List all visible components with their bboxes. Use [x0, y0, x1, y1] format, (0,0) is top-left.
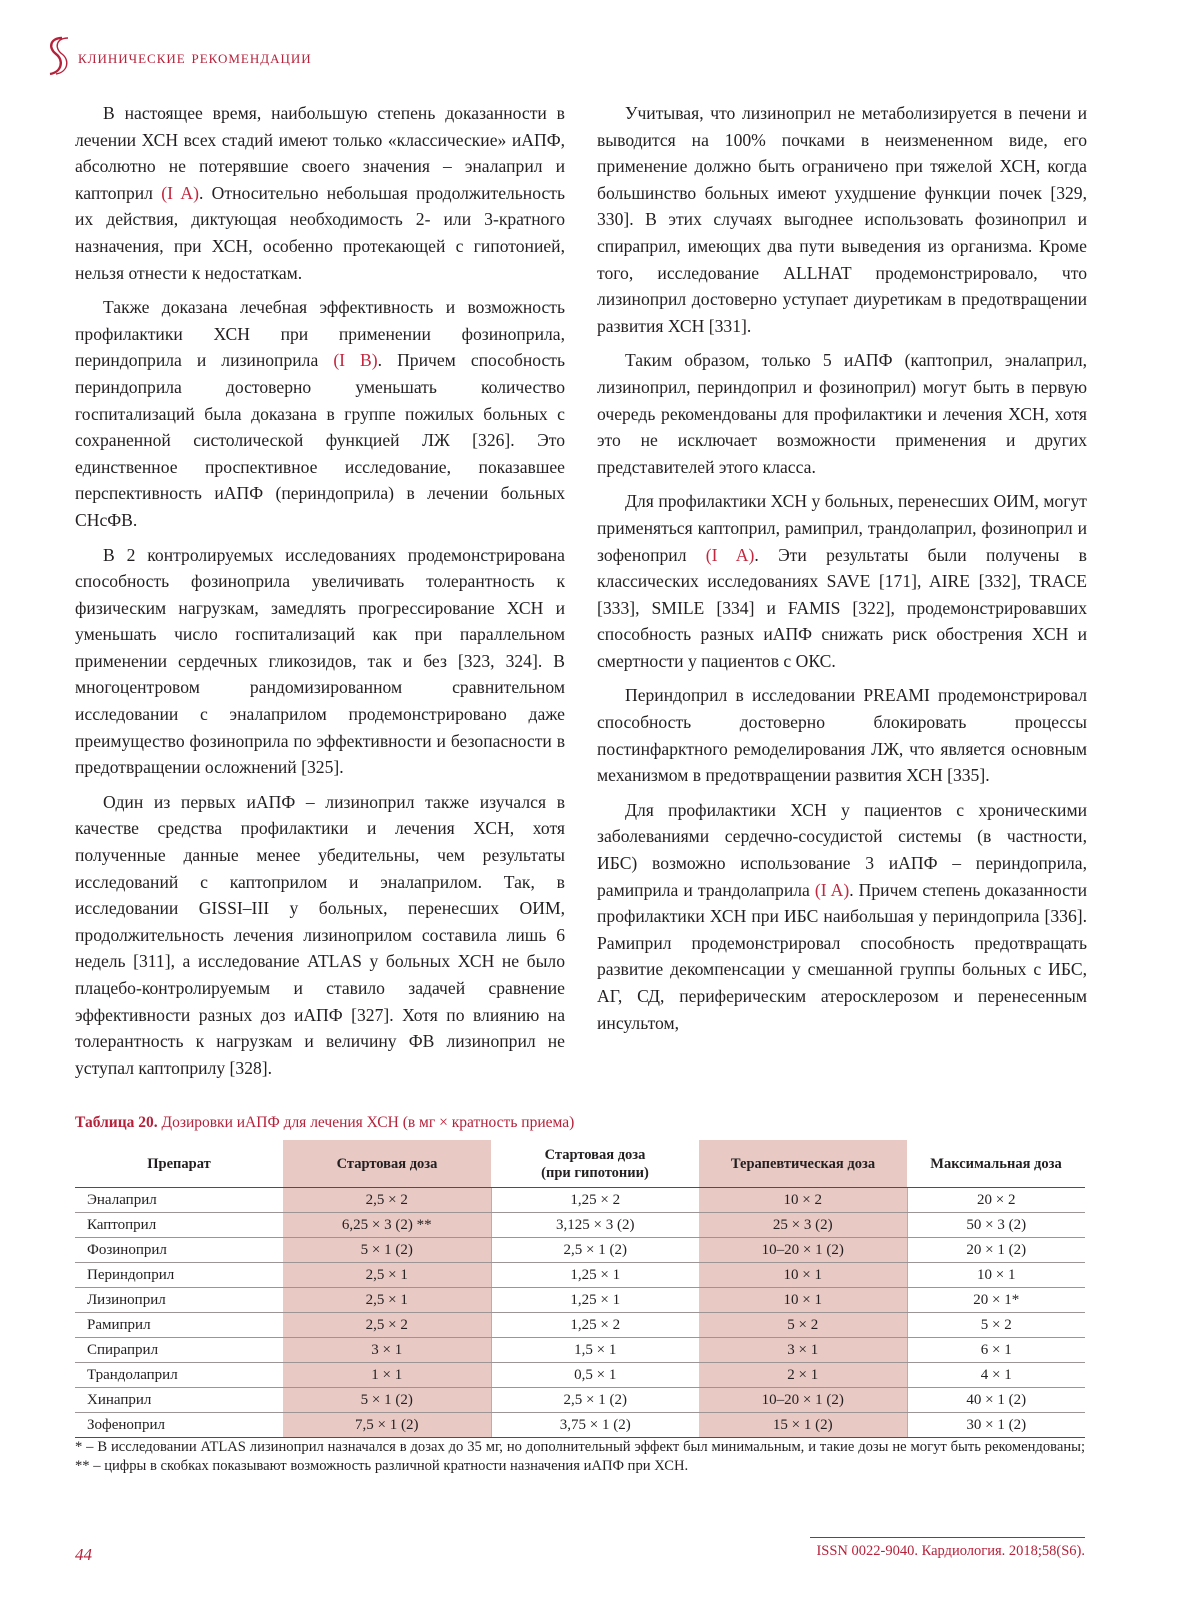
dose-cell: 20 × 1* [907, 1288, 1085, 1313]
paragraph-text: . Причем степень доказанности профилактики ХСН при ИБС наибольшая у периндоприла [336]. Рамиприл продемонстрировал способность предотвращать развитие декомпенсации у смешанной группы больных с ИБС, АГ, СД, периферическим атеросклерозом и перенесенным инсультом, [597, 879, 1087, 1033]
dose-cell: 1,25 × 2 [491, 1313, 699, 1338]
dose-cell: 6,25 × 3 (2) ** [283, 1213, 491, 1238]
table-footnote: * – В исследовании ATLAS лизиноприл назначался в дозах до 35 мг, но дополнительный эффект был минимальным, и такие дозы не могут быть рекомендованы; ** – цифры в скобках показывают возможность различной кратности назначения иАПФ при ХСН. [75, 1439, 1085, 1474]
paragraph-text: Также доказана лечебная эффективность и возможность профилактики ХСН при применении фозиноприла, периндоприла и лизиноприла [75, 297, 565, 371]
dose-cell: 2 × 1 [699, 1363, 907, 1388]
dose-cell: 3,75 × 1 (2) [491, 1413, 699, 1438]
paragraph [597, 682, 1087, 788]
dose-cell: 2,5 × 2 [283, 1313, 491, 1338]
journal-logo-icon [40, 34, 80, 78]
header-drug: Препарат [75, 1140, 283, 1188]
drug-name-cell: Спираприл [75, 1338, 283, 1363]
drug-name-cell: Фозиноприл [75, 1238, 283, 1263]
dose-cell: 5 × 1 (2) [283, 1388, 491, 1413]
paragraph-text: Для профилактики ХСН у пациентов с хроническими заболеваниями сердечно-сосудистой системы (в частности, ИБС) возможно использование 3 иАПФ – периндоприла, рамиприла и трандолаприла [597, 799, 1087, 900]
page-number: 44 [75, 1545, 92, 1564]
table-row [75, 1288, 1085, 1313]
dose-cell: 1 × 1 [283, 1363, 491, 1388]
dose-cell: 40 × 1 (2) [907, 1388, 1085, 1413]
table-caption-label: Таблица 20. [75, 1114, 158, 1131]
dose-cell: 10–20 × 1 (2) [699, 1388, 907, 1413]
dose-cell: 4 × 1 [907, 1363, 1085, 1388]
journal-citation: ISSN 0022-9040. Кардиология. 2018;58(S6). [816, 1543, 1085, 1559]
paragraph-text: Учитывая, что лизиноприл не метаболизируется в печени и выводится на 100% почками в неизмененном виде, его применение должно быть ограничено при тяжелой ХСН, когда большинство больных имеют ухудшение функции почек [329, 330]. В этих случаях выгоднее использовать фозиноприл и спираприл, имеющих два пути выведения из организма. Кроме того, исследование ALLHAT продемонстрировало, что лизиноприл достоверно уступает диуретикам в предотвращении развития ХСН [331]. [597, 103, 1087, 336]
dose-cell: 2,5 × 1 (2) [491, 1388, 699, 1413]
paragraph-text: Для профилактики ХСН у больных, перенесших ОИМ, могут применяться каптоприл, рамиприл, трандолаприл, фозиноприл и зофеноприл [597, 491, 1087, 565]
evidence-level: (I A) [705, 544, 755, 565]
dose-cell: 20 × 2 [907, 1188, 1085, 1213]
paragraph-text: Периндоприл в исследовании PREAMI продемонстрировал способность достоверно блокировать процессы постинфарктного ремоделирования ЛЖ, что является основным механизмом в предотвращении развития ХСН [335]. [597, 685, 1087, 786]
table-row [75, 1388, 1085, 1413]
table-row [75, 1263, 1085, 1288]
drug-name-cell: Рамиприл [75, 1313, 283, 1338]
paragraph [75, 542, 565, 781]
table-row [75, 1213, 1085, 1238]
drug-name-cell: Трандолаприл [75, 1363, 283, 1388]
paragraph [75, 789, 565, 1082]
dose-cell: 50 × 3 (2) [907, 1213, 1085, 1238]
paragraph-text: В 2 контролируемых исследованиях продемонстрирована способность фозиноприла увеличивать толерантность к физическим нагрузкам, замедлять прогрессирование ХСН и уменьшать число госпитализаций как при параллельном применении сердечных гликозидов, так и без [323, 324]. В многоцентровом рандомизированном сравнительном исследовании с эналаприлом продемонстрировано даже преимущество фозиноприла по эффективности и безопасности в предотвращении осложнений [325]. [75, 544, 565, 778]
paragraph-text: . Относительно небольшая продолжительность их действия, диктующая необходимость 2- или 3-кратного назначения, при ХСН, особенно протекающей с гипотонией, нельзя отнести к недостаткам. [75, 182, 565, 283]
paragraph [75, 294, 565, 533]
drug-name-cell: Эналаприл [75, 1188, 283, 1213]
footer-divider [810, 1537, 1085, 1538]
evidence-level: (I A) [814, 879, 850, 900]
dose-cell: 10 × 2 [699, 1188, 907, 1213]
drug-name-cell: Зофеноприл [75, 1413, 283, 1438]
dose-cell: 20 × 1 (2) [907, 1238, 1085, 1263]
drug-name-cell: Периндоприл [75, 1263, 283, 1288]
dose-cell: 10–20 × 1 (2) [699, 1238, 907, 1263]
dose-cell: 30 × 1 (2) [907, 1413, 1085, 1438]
header-start-dose-hypotension: Стартовая доза (при гипотонии) [491, 1140, 699, 1188]
paragraph-text: В настоящее время, наибольшую степень доказанности в лечении ХСН всех стадий имеют только «классические» иАПФ, абсолютно не потерявшие своего значения – эналаприл и каптоприл [75, 103, 565, 203]
drug-name-cell: Лизиноприл [75, 1288, 283, 1313]
paragraph [597, 347, 1087, 480]
paragraph [597, 100, 1087, 339]
page-header [40, 34, 740, 78]
dose-cell: 5 × 1 (2) [283, 1238, 491, 1263]
paragraph [597, 488, 1087, 674]
dose-cell: 25 × 3 (2) [699, 1213, 907, 1238]
dose-cell: 2,5 × 1 (2) [491, 1238, 699, 1263]
dose-cell: 10 × 1 [699, 1288, 907, 1313]
dose-cell: 3 × 1 [283, 1338, 491, 1363]
table-header-row [75, 1140, 1085, 1188]
table-caption-text: Дозировки иАПФ для лечения ХСН (в мг × кратность приема) [157, 1114, 575, 1131]
dose-cell: 1,25 × 1 [491, 1263, 699, 1288]
table-row [75, 1238, 1085, 1263]
paragraph-text: . Эти результаты были получены в классических исследованиях SAVE [171], AIRE [332], TRACE [333], SMILE [334] и FAMIS [322], продемонстрировавших способность разных иАПФ снижать риск обострения ХСН и смертности у пациентов с ОКС. [597, 544, 1087, 671]
dose-cell: 6 × 1 [907, 1338, 1085, 1363]
table-caption [75, 1114, 1085, 1132]
table-row [75, 1363, 1085, 1388]
evidence-level: (I B) [333, 350, 378, 371]
drug-name-cell: Хинаприл [75, 1388, 283, 1413]
paragraph [597, 797, 1087, 1036]
drug-name-cell: Каптоприл [75, 1213, 283, 1238]
dose-cell: 3 × 1 [699, 1338, 907, 1363]
dose-cell: 10 × 1 [699, 1263, 907, 1288]
paragraph-text: Таким образом, только 5 иАПФ (каптоприл, эналаприл, лизиноприл, периндоприл и фозиноприл) могут быть в первую очередь рекомендованы для профилактики и лечения ХСН, хотя это не исключает возможности применения и других представителей этого класса. [597, 350, 1087, 477]
table-row [75, 1313, 1085, 1338]
table-row [75, 1188, 1085, 1213]
table-row [75, 1413, 1085, 1438]
dosage-table [75, 1140, 1085, 1438]
dose-cell: 15 × 1 (2) [699, 1413, 907, 1438]
dose-cell: 10 × 1 [907, 1263, 1085, 1288]
dose-cell: 2,5 × 2 [283, 1188, 491, 1213]
right-text-column [597, 100, 1087, 1044]
dose-cell: 0,5 × 1 [491, 1363, 699, 1388]
dose-cell: 2,5 × 1 [283, 1288, 491, 1313]
dose-cell: 2,5 × 1 [283, 1263, 491, 1288]
paragraph-text: Один из первых иАПФ – лизиноприл также изучался в качестве средства профилактики и лечения ХСН, хотя полученные данные менее убедительны, чем результаты исследований с каптоприлом и эналаприлом. Так, в исследовании GISSI–III у больных, перенесших ОИМ, продолжительность лечения лизиноприлом составила лишь 6 недель [311], а исследование ATLAS у больных ХСН не было плацебо-контролируемым и ставило задачей сравнение эффективности разных доз иАПФ [327]. Хотя по влиянию на толерантность к нагрузкам и величину ФВ лизиноприл не уступал каптоприлу [328]. [75, 791, 565, 1078]
dose-cell: 7,5 × 1 (2) [283, 1413, 491, 1438]
paragraph [75, 100, 565, 286]
section-title: клинические рекомендации [78, 47, 312, 68]
header-therapeutic-dose: Терапевтическая доза [699, 1140, 907, 1188]
left-text-column [75, 100, 565, 1089]
dose-cell: 5 × 2 [907, 1313, 1085, 1338]
dose-cell: 5 × 2 [699, 1313, 907, 1338]
table-row [75, 1338, 1085, 1363]
dose-cell: 1,25 × 2 [491, 1188, 699, 1213]
header-max-dose: Максимальная доза [907, 1140, 1085, 1188]
evidence-level: (I A) [161, 182, 199, 203]
dose-cell: 1,5 × 1 [491, 1338, 699, 1363]
dose-cell: 1,25 × 1 [491, 1288, 699, 1313]
dose-cell: 3,125 × 3 (2) [491, 1213, 699, 1238]
paragraph-text: . Причем способность периндоприла достоверно уменьшать количество госпитализаций была доказана в группе пожилых больных с сохраненной систолической функцией ЛЖ [326]. Это единственное проспективное исследование, показавшее перспективность иАПФ (периндоприла) в лечении больных СНсФВ. [75, 350, 566, 530]
header-start-dose: Стартовая доза [283, 1140, 491, 1188]
